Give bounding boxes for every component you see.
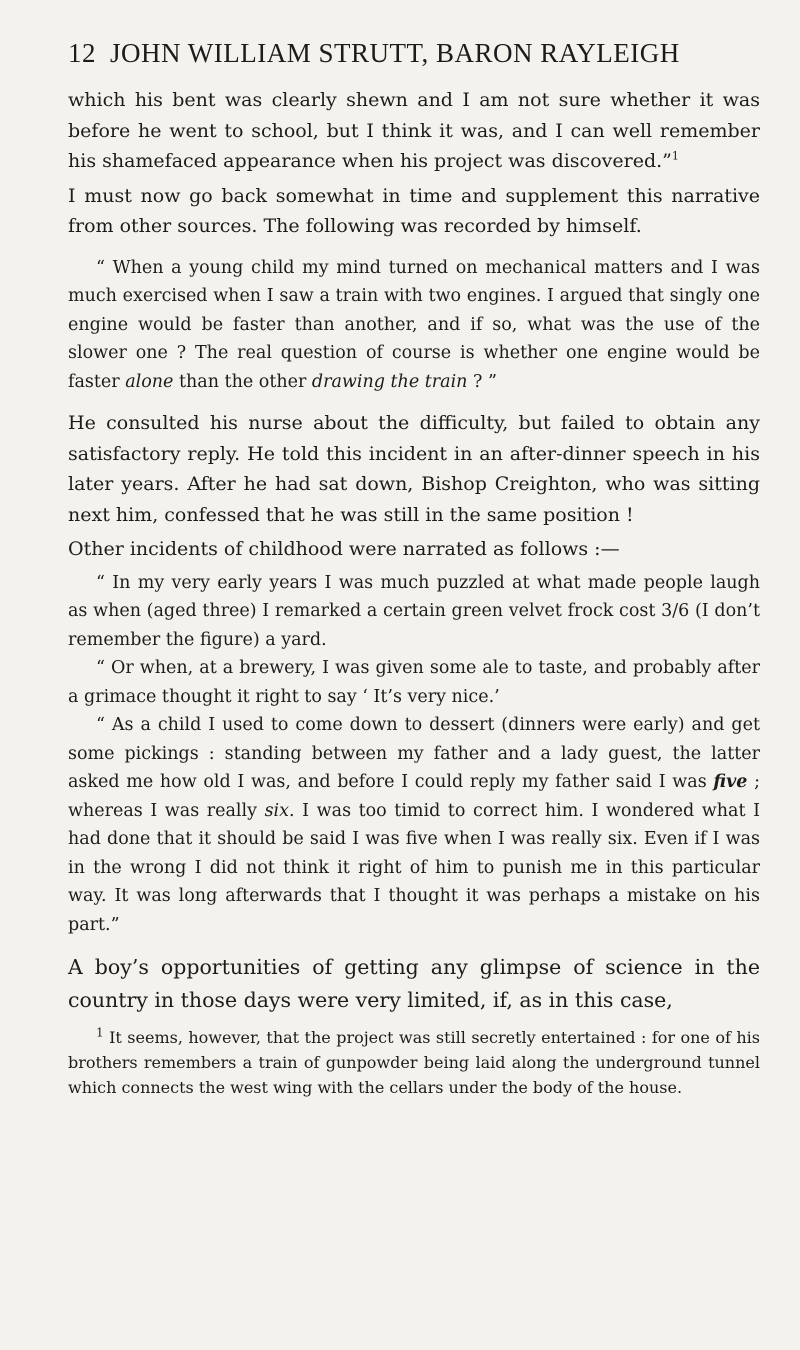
emphasis-alone: alone <box>125 371 174 392</box>
running-head <box>68 38 760 69</box>
quote-dessert <box>68 711 760 939</box>
page-number: 12 <box>68 38 96 68</box>
footnote-text: It seems, however, that the project was still secretly entertained : for one of his brothers remembers a train of gunpowder being laid along the underground tunnel which connects the west wing with the cellars under the body of the house. <box>68 1028 760 1097</box>
quote-text: “ When a young child my mind turned on mechanical matters and I was much exercised when I saw a train with two engines. I argued that singly one engine would be faster than another, and if so, what was the use of the slower one ? The real question of course is whether one engine would be faster <box>68 257 760 392</box>
quote-text: “ As a child I used to come down to dessert (dinners were early) and get some pickings : standing between my father and a lady guest, the latter asked me how old I was, and before I could reply my father said I was <box>68 715 760 792</box>
quote-green-velvet: “ In my very early years I was much puzzled at what made people laugh as when (aged three) I remarked a certain green velvet frock cost 3/6 (I don’t remember the figure) a yard. <box>68 572 760 650</box>
paragraph-continuation <box>68 85 760 177</box>
running-title: JOHN WILLIAM STRUTT, BARON RAYLEIGH <box>110 38 680 68</box>
footnote-marker: 1 <box>96 1025 104 1040</box>
emphasis-drawing-the-train: drawing the train <box>311 371 468 392</box>
quote-text: than the other <box>173 371 312 392</box>
quote-text: ? ” <box>467 371 497 392</box>
quote-text: ; whereas I was really <box>68 772 760 821</box>
paragraph-nurse: He consulted his nurse about the difficulty, but failed to obtain any satisfactory reply. He told this incident in an after-dinner speech in his later years. After he had sat down, Bishop Creighton, who was sitting next him, confessed that he was still in the same position ! <box>68 412 760 526</box>
emphasis-five: five <box>713 772 748 792</box>
footnote <box>68 1025 760 1100</box>
paragraph-other-incidents: Other incidents of childhood were narrated as follows :— <box>68 538 620 560</box>
paragraph-science-opportunities: A boy’s opportunities of getting any glimpse of science in the country in those days were very limited, if, as in this case, <box>68 955 760 1012</box>
footnote-reference: 1 <box>671 149 679 163</box>
paragraph-text: which his bent was clearly shewn and I am not sure whether it was before he went to school, but I think it was, and I can well remember his shamefaced appearance when his project was discovered.” <box>68 89 760 172</box>
quote-brewery: “ Or when, at a brewery, I was given some ale to taste, and probably after a grimace thought it right to say ‘ It’s very nice.’ <box>68 658 760 707</box>
paragraph-narrative: I must now go back somewhat in time and supplement this narrative from other sources. The following was recorded by himself. <box>68 184 760 237</box>
quote-two-engines <box>68 254 760 397</box>
quote-text: I was too timid to correct him. I wondered what I had done that it should be said I was five when I was really six. Even if I was in the wrong I did not think it right of him to punish me in this particular way. It was long afterwards that I thought it was perhaps a mistake on his part.” <box>68 800 760 935</box>
emphasis-six: six. <box>264 800 295 821</box>
